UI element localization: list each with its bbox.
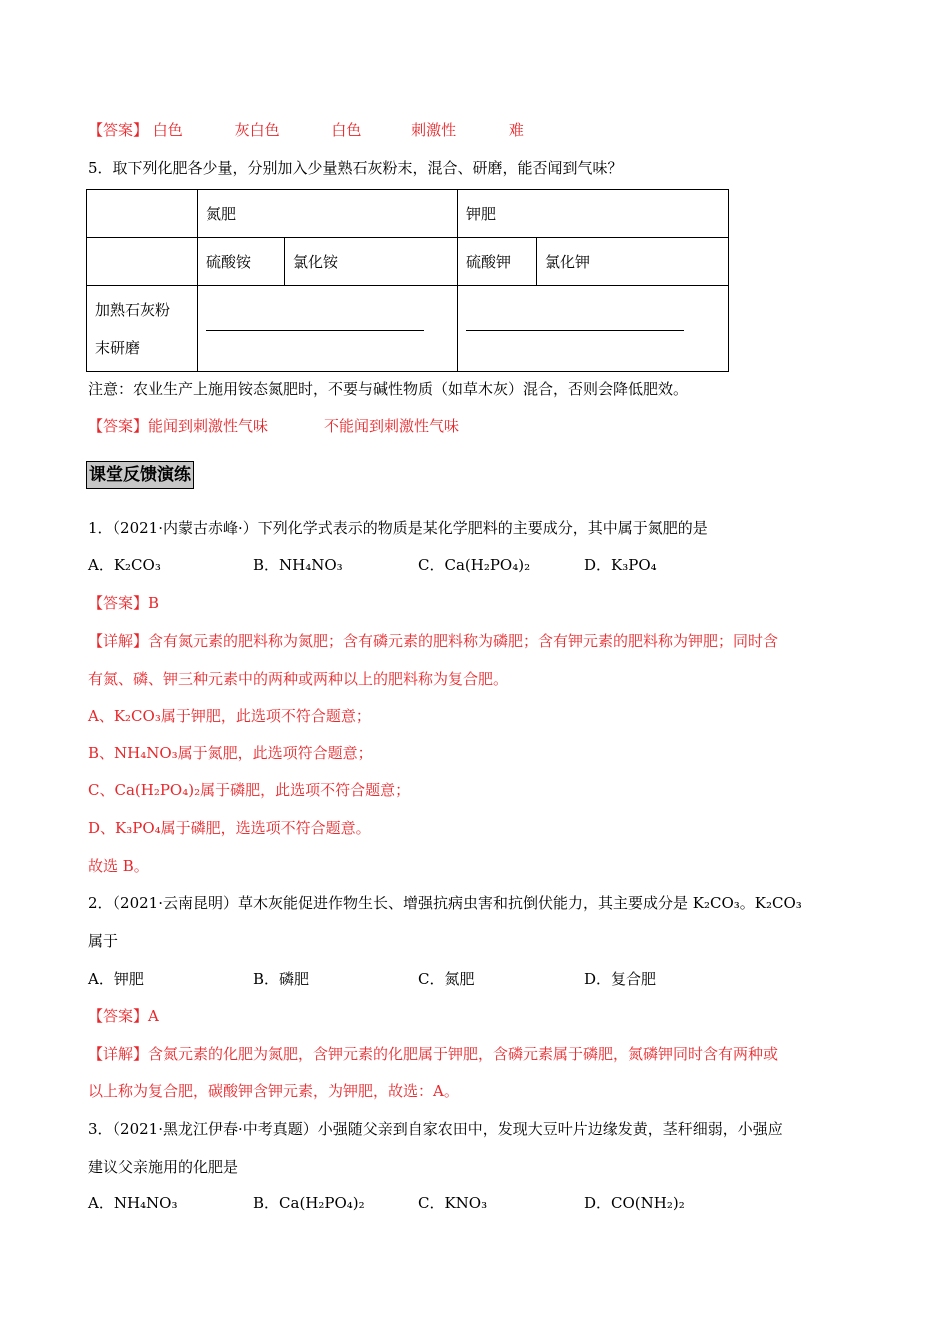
detail-line: 【详解】含氮元素的化肥为氮肥，含钾元素的化肥属于钾肥，含磷元素属于磷肥，氮磷钾同时含有两种或 <box>88 1045 779 1063</box>
detail-line: 以上称为复合肥，碳酸钾含钾元素，为钾肥，故选：A。 <box>88 1082 459 1100</box>
option-d: D．CO(NH₂)₂ <box>584 1194 685 1212</box>
answer-label: 【答案】 <box>88 417 149 435</box>
answer-item: 刺激性 <box>411 121 457 139</box>
answer-item: 白色 <box>152 121 183 139</box>
option-a: A．钾肥 <box>88 970 144 988</box>
answer-q1: 【答案】B <box>88 594 160 612</box>
table-answer-blank-potassium <box>458 286 729 372</box>
table-cell-ammonium-sulfate: 硫酸铵 <box>198 238 285 286</box>
option-a: A．NH₄NO₃ <box>88 1194 178 1212</box>
answer-item: 灰白色 <box>234 121 280 139</box>
option-d: D．K₃PO₄ <box>584 556 657 574</box>
detail-line: 【详解】含有氮元素的肥料称为氮肥；含有磷元素的肥料称为磷肥；含有钾元素的肥料称为钾肥；同时含 <box>88 632 779 650</box>
fertilizer-table <box>86 189 729 372</box>
option-c: C．Ca(H₂PO₄)₂ <box>418 556 531 574</box>
detail-line: B、NH₄NO₃属于氮肥，此选项符合题意； <box>88 744 373 762</box>
table-cell-potassium-chloride: 氯化钾 <box>537 238 729 286</box>
conclusion: 故选 B。 <box>88 857 149 875</box>
answer-item: 白色 <box>331 121 362 139</box>
answer-row-colors <box>88 120 524 140</box>
table-empty-cell <box>87 238 198 286</box>
answer-q2: 【答案】A <box>88 1007 159 1025</box>
option-b: B．磷肥 <box>253 970 310 988</box>
table-row-label <box>87 286 198 372</box>
question-2-stem-cont: 属于 <box>88 932 119 950</box>
answer-label: 【答案】 <box>88 121 149 139</box>
table-cell-ammonium-chloride: 氯化铵 <box>285 238 458 286</box>
note: 注意：农业生产上施用铵态氮肥时，不要与碱性物质（如草木灰）混合，否则会降低肥效。 <box>88 380 689 398</box>
table-empty-cell <box>87 190 198 238</box>
option-b: B．NH₄NO₃ <box>253 556 343 574</box>
option-c: C．KNO₃ <box>418 1194 488 1212</box>
detail-line: A、K₂CO₃属于钾肥，此选项不符合题意； <box>88 707 371 725</box>
blank-line <box>466 329 684 331</box>
answer-item: 能闻到刺激性气味 <box>148 417 269 435</box>
detail-line: C、Ca(H₂PO₄)₂属于磷肥，此选项不符合题意； <box>88 781 411 799</box>
detail-line: D、K₃PO₄属于磷肥，选选项不符合题意。 <box>88 819 371 837</box>
detail-line: 有氮、磷、钾三种元素中的两种或两种以上的肥料称为复合肥。 <box>88 670 509 688</box>
question-5-stem: 5．取下列化肥各少量，分别加入少量熟石灰粉末，混合、研磨，能否闻到气味？ <box>88 159 623 177</box>
blank-line <box>206 329 424 331</box>
option-c: C．氮肥 <box>418 970 475 988</box>
question-3-stem: 3．（2021·黑龙江伊春·中考真题）小强随父亲到自家农田中，发现大豆叶片边缘发黄，茎秆细弱，小强应 <box>88 1120 783 1138</box>
option-a: A．K₂CO₃ <box>88 556 161 574</box>
question-1-stem: 1．（2021·内蒙古赤峰·）下列化学式表示的物质是某化学肥料的主要成分，其中属于氮肥的是 <box>88 519 708 537</box>
answer-item: 不能闻到刺激性气味 <box>324 417 460 435</box>
table-header-potassium: 钾肥 <box>458 190 729 238</box>
section-title: 课堂反馈演练 <box>86 461 194 489</box>
answer-row-q5 <box>88 416 459 436</box>
row-label-line: 加熟石灰粉 <box>95 300 171 319</box>
table-cell-potassium-sulfate: 硫酸钾 <box>458 238 537 286</box>
table-header-nitrogen: 氮肥 <box>198 190 458 238</box>
row-label-line: 末研磨 <box>95 338 141 357</box>
table-answer-blank-nitrogen <box>198 286 458 372</box>
answer-item: 难 <box>508 121 524 139</box>
question-2-stem: 2．（2021·云南昆明）草木灰能促进作物生长、增强抗病虫害和抗倒伏能力，其主要成分是 K₂CO₃。K₂CO₃ <box>88 894 802 912</box>
question-3-stem-cont: 建议父亲施用的化肥是 <box>88 1158 239 1176</box>
option-b: B．Ca(H₂PO₄)₂ <box>253 1194 365 1212</box>
option-d: D．复合肥 <box>584 970 657 988</box>
